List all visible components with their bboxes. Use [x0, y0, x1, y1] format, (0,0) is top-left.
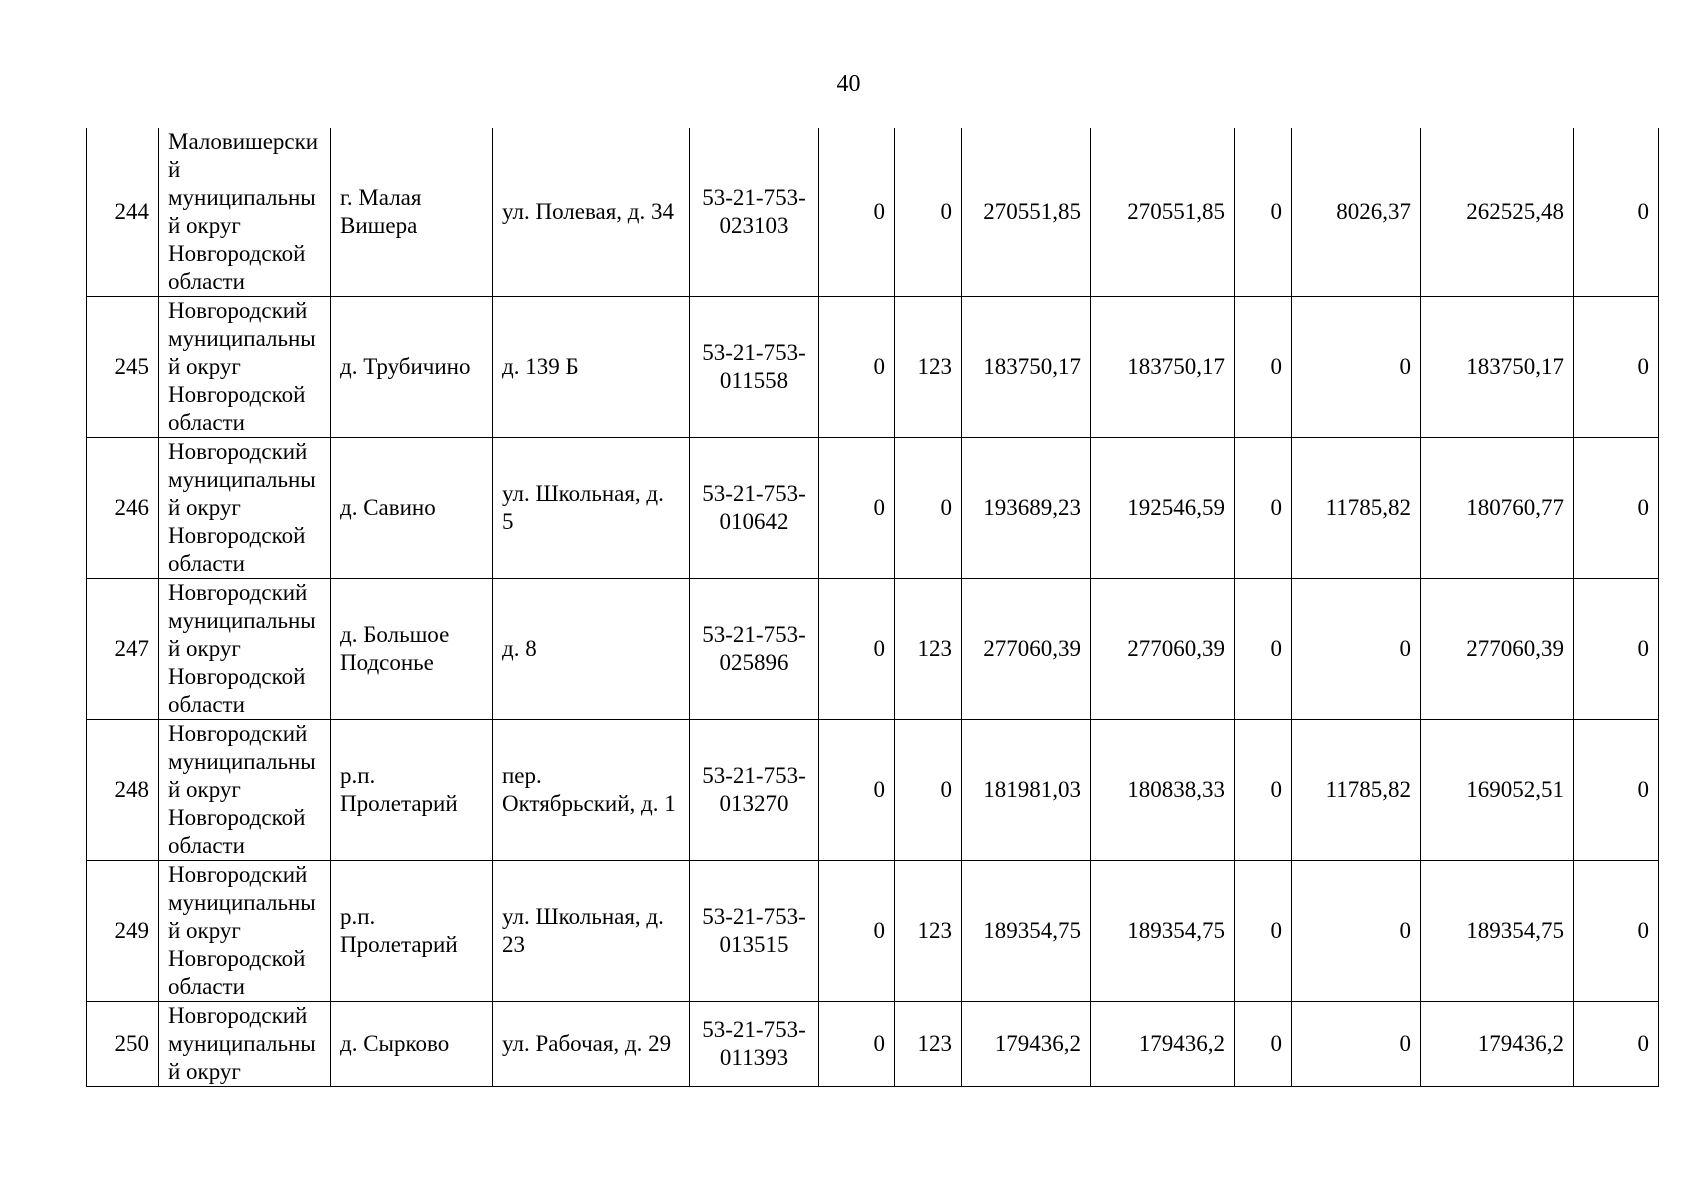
address-cell: пер. Октябрьский, д. 1	[493, 720, 690, 861]
value-cell-6: 0	[1292, 1002, 1421, 1087]
table-row	[87, 1002, 1659, 1087]
value-cell-5: 0	[1235, 861, 1292, 1002]
settlement-cell: д. Трубичино	[331, 297, 493, 438]
value-cell-4: 180838,33	[1091, 720, 1235, 861]
address-cell: ул. Школьная, д. 5	[493, 438, 690, 579]
value-cell-7: 183750,17	[1421, 297, 1574, 438]
value-cell-3: 193689,23	[962, 438, 1091, 579]
value-cell-2: 123	[895, 861, 962, 1002]
row-number: 244	[87, 128, 159, 297]
code-cell: 53-21-753-025896	[690, 579, 819, 720]
value-cell-6: 0	[1292, 297, 1421, 438]
row-number: 248	[87, 720, 159, 861]
table-row	[87, 438, 1659, 579]
value-cell-7: 189354,75	[1421, 861, 1574, 1002]
municipality-cell: Новгородский муниципальный округ Новгородской области	[159, 861, 331, 1002]
municipality-cell: Новгородский муниципальный округ	[159, 1002, 331, 1087]
value-cell-2: 123	[895, 579, 962, 720]
registry-body	[87, 128, 1659, 1087]
value-cell-7: 180760,77	[1421, 438, 1574, 579]
value-cell-6: 11785,82	[1292, 438, 1421, 579]
value-cell-1: 0	[819, 297, 895, 438]
value-cell-6: 8026,37	[1292, 128, 1421, 297]
code-cell: 53-21-753-013270	[690, 720, 819, 861]
value-cell-1: 0	[819, 861, 895, 1002]
table-row	[87, 579, 1659, 720]
value-cell-6: 11785,82	[1292, 720, 1421, 861]
settlement-cell: д. Сырково	[331, 1002, 493, 1087]
table-row	[87, 861, 1659, 1002]
value-cell-4: 189354,75	[1091, 861, 1235, 1002]
value-cell-3: 277060,39	[962, 579, 1091, 720]
settlement-cell: д. Большое Подсонье	[331, 579, 493, 720]
value-cell-4: 192546,59	[1091, 438, 1235, 579]
value-cell-8: 0	[1574, 128, 1659, 297]
value-cell-8: 0	[1574, 438, 1659, 579]
row-number: 247	[87, 579, 159, 720]
value-cell-2: 0	[895, 128, 962, 297]
value-cell-6: 0	[1292, 861, 1421, 1002]
registry-table	[86, 128, 1659, 1087]
value-cell-6: 0	[1292, 579, 1421, 720]
settlement-cell: д. Савино	[331, 438, 493, 579]
value-cell-5: 0	[1235, 720, 1292, 861]
value-cell-2: 0	[895, 438, 962, 579]
code-cell: 53-21-753-013515	[690, 861, 819, 1002]
address-cell: ул. Рабочая, д. 29	[493, 1002, 690, 1087]
settlement-cell: г. Малая Вишера	[331, 128, 493, 297]
address-cell: ул. Школьная, д. 23	[493, 861, 690, 1002]
municipality-cell: Новгородский муниципальный округ Новгородской области	[159, 579, 331, 720]
settlement-cell: р.п. Пролетарий	[331, 720, 493, 861]
municipality-cell: Новгородский муниципальный округ Новгородской области	[159, 297, 331, 438]
row-number: 249	[87, 861, 159, 1002]
value-cell-2: 123	[895, 297, 962, 438]
value-cell-1: 0	[819, 720, 895, 861]
value-cell-3: 189354,75	[962, 861, 1091, 1002]
code-cell: 53-21-753-023103	[690, 128, 819, 297]
code-cell: 53-21-753-011393	[690, 1002, 819, 1087]
value-cell-4: 183750,17	[1091, 297, 1235, 438]
table-row	[87, 297, 1659, 438]
value-cell-8: 0	[1574, 297, 1659, 438]
value-cell-3: 181981,03	[962, 720, 1091, 861]
municipality-cell: Новгородский муниципальный округ Новгородской области	[159, 720, 331, 861]
value-cell-7: 277060,39	[1421, 579, 1574, 720]
value-cell-1: 0	[819, 1002, 895, 1087]
value-cell-8: 0	[1574, 579, 1659, 720]
value-cell-1: 0	[819, 128, 895, 297]
value-cell-8: 0	[1574, 861, 1659, 1002]
value-cell-5: 0	[1235, 579, 1292, 720]
value-cell-5: 0	[1235, 438, 1292, 579]
value-cell-1: 0	[819, 438, 895, 579]
table-row	[87, 720, 1659, 861]
row-number: 245	[87, 297, 159, 438]
municipality-cell: Маловишерский муниципальный округ Новгородской области	[159, 128, 331, 297]
address-cell: д. 139 Б	[493, 297, 690, 438]
value-cell-3: 179436,2	[962, 1002, 1091, 1087]
value-cell-5: 0	[1235, 128, 1292, 297]
value-cell-3: 270551,85	[962, 128, 1091, 297]
value-cell-4: 270551,85	[1091, 128, 1235, 297]
municipality-cell: Новгородский муниципальный округ Новгородской области	[159, 438, 331, 579]
value-cell-7: 262525,48	[1421, 128, 1574, 297]
page-number: 40	[836, 71, 861, 97]
code-cell: 53-21-753-010642	[690, 438, 819, 579]
value-cell-7: 179436,2	[1421, 1002, 1574, 1087]
address-cell: д. 8	[493, 579, 690, 720]
value-cell-2: 123	[895, 1002, 962, 1087]
value-cell-4: 277060,39	[1091, 579, 1235, 720]
row-number: 250	[87, 1002, 159, 1087]
address-cell: ул. Полевая, д. 34	[493, 128, 690, 297]
settlement-cell: р.п. Пролетарий	[331, 861, 493, 1002]
value-cell-8: 0	[1574, 1002, 1659, 1087]
code-cell: 53-21-753-011558	[690, 297, 819, 438]
row-number: 246	[87, 438, 159, 579]
value-cell-8: 0	[1574, 720, 1659, 861]
value-cell-5: 0	[1235, 297, 1292, 438]
value-cell-5: 0	[1235, 1002, 1292, 1087]
table-row	[87, 128, 1659, 297]
value-cell-2: 0	[895, 720, 962, 861]
value-cell-1: 0	[819, 579, 895, 720]
value-cell-3: 183750,17	[962, 297, 1091, 438]
value-cell-7: 169052,51	[1421, 720, 1574, 861]
value-cell-4: 179436,2	[1091, 1002, 1235, 1087]
